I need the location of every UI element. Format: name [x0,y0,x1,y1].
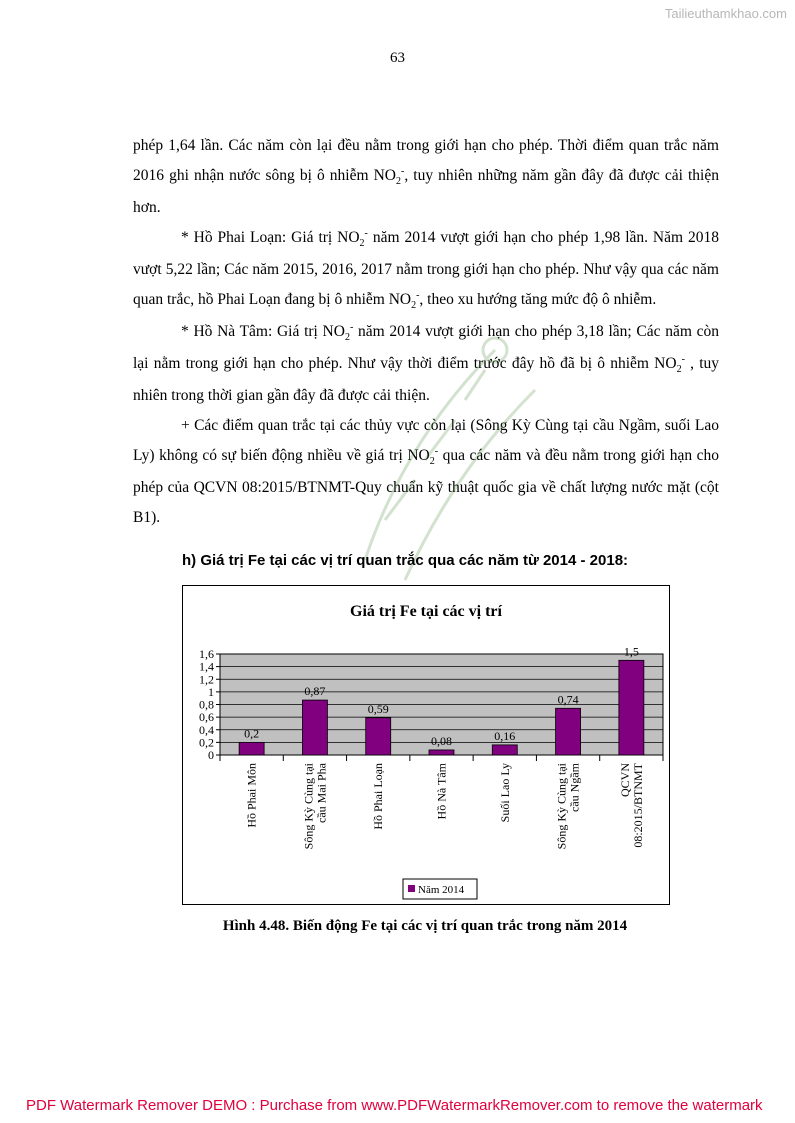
bar-value-label: 1,5 [623,644,639,659]
p2-c: , theo xu hướng tăng mức độ ô nhiễm. [419,291,657,308]
y-tick-label: 1,2 [199,672,214,687]
bar [302,700,327,755]
p1-sub: 2 [396,176,401,187]
p3-sup2: - [681,354,685,365]
p2-sub2: 2 [411,300,417,311]
chart-title: Giá trị Fe tại các vị trí [350,603,502,620]
x-tick-label-line: Hồ Nà Tâm [434,763,449,820]
p3-b: năm 2014 vượt giới hạn cho phép 3,18 lần; Các năm còn lại nằm trong giới hạn cho phép. Như vậy thời điểm trước đây hồ đã bị ô nhiễm NO [133,323,719,372]
x-tick-label-line: 08:2015/BTNMT [630,763,645,848]
bar-value-label: 0,08 [431,733,452,748]
bar-value-label: 0,74 [557,692,579,707]
paragraph-1 [133,131,719,223]
x-tick-label [435,762,449,819]
bar-value-label: 0,2 [244,726,260,741]
bar-value-label: 0,87 [304,684,326,699]
p4-b: qua các năm và đều nằm trong giới hạn cho phép của QCVN 08:2015/BTNMT-Quy chuẩn kỹ thuật quốc gia về chất lượng nước mặt (cột B1). [133,447,719,526]
site-label: Tailieuthamkhao.com [664,6,787,21]
x-tick-label-line: Sông Kỳ Cùng tại [554,763,569,850]
x-tick-label-line: Hồ Phai Môn [244,763,259,828]
x-tick-label [301,762,328,849]
paragraph-4 [133,411,719,533]
x-tick-label-line: Hồ Phai Loạn [371,763,386,830]
legend-swatch [408,885,415,892]
p1-sup: - [401,166,405,177]
y-tick-label: 0,6 [199,710,214,725]
bar-value-label: 0,59 [367,701,389,716]
bar [239,742,264,755]
y-tick-label: 0,2 [199,735,214,750]
p3-a: * Hồ Nà Tâm: Giá trị NO [181,323,345,340]
x-tick-label [555,762,582,849]
y-tick-label: 1,6 [199,647,214,661]
legend-label: Năm 2014 [418,884,465,896]
x-tick-label-line: QCVN [617,763,632,798]
x-tick-label-line: cầu Ngầm [567,763,582,812]
y-tick-label: 0,8 [199,697,214,712]
p2-b: năm 2014 vượt giới hạn cho phép 1,98 lần. Năm 2018 vượt 5,22 lần; Các năm 2015, 2016, 2017 nằm trong giới hạn cho phép. Như vậy qua các năm quan trắc, hồ Phai Loạn đang bị ô nhiễm NO [133,229,719,308]
x-tick-label [618,762,645,847]
x-tick-label [498,763,512,822]
paragraph-2 [133,223,719,317]
p2-sub1: 2 [359,238,365,249]
p2-sup2: - [416,290,420,301]
y-tick-label: 0 [208,748,214,762]
bar [492,745,517,755]
p2-a: * Hồ Phai Loạn: Giá trị NO [181,229,360,246]
x-tick-label-line: Sông Kỳ Cùng tại [301,763,316,850]
bar-value-label: 0,16 [494,728,516,743]
y-tick-label: 1,4 [199,659,214,674]
page-number: 63 [390,50,405,66]
p1-a: phép 1,64 lần. Các năm còn lại đều nằm trong giới hạn cho phép. Thời điểm quan trắc năm 2016 ghi nhận nước sông bị ô nhiễm NO [133,137,719,184]
x-tick-label-line: cầu Mai Pha [314,763,329,823]
bar [366,718,391,755]
chart-svg [183,586,669,904]
x-tick-label-line: Suối Lao Ly [497,763,512,823]
p3-sub2: 2 [676,364,682,375]
paragraph-3 [133,317,719,411]
demo-banner[interactable]: PDF Watermark Remover DEMO : Purchase from www.PDFWatermarkRemover.com to remove the watermark [26,1097,763,1114]
x-tick-label [245,763,259,828]
section-heading: h) Giá trị Fe tại các vị trí quan trắc qua các năm từ 2014 - 2018: [182,552,629,569]
bar [619,660,644,755]
bar [429,750,454,755]
y-tick-label: 1 [208,684,214,699]
legend [403,879,477,899]
body-text [133,131,719,533]
x-axis [220,755,663,849]
y-tick-label: 0,4 [199,722,214,737]
x-tick-label [371,763,385,830]
p4-sup: - [434,446,439,457]
p4-a: + Các điểm quan trắc tại các thủy vực còn lại (Sông Kỳ Cùng tại cầu Ngầm, suối Lao Ly) không có sự biến động nhiều về giá trị NO [133,417,719,464]
p3-sub1: 2 [344,332,350,343]
p3-c: , tuy nhiên trong thời gian gần đây đã được cải thiện. [133,355,719,404]
figure-caption: Hình 4.48. Biến động Fe tại các vị trí quan trắc trong năm 2014 [222,918,628,934]
y-axis [199,647,220,762]
p2-sup1: - [364,228,368,239]
fe-chart [182,585,670,905]
p1-b: , tuy nhiên những năm gần đây đã được cải thiện hơn. [133,167,719,216]
p4-sub: 2 [429,456,435,467]
bar [556,708,581,755]
p3-sup1: - [349,322,354,333]
